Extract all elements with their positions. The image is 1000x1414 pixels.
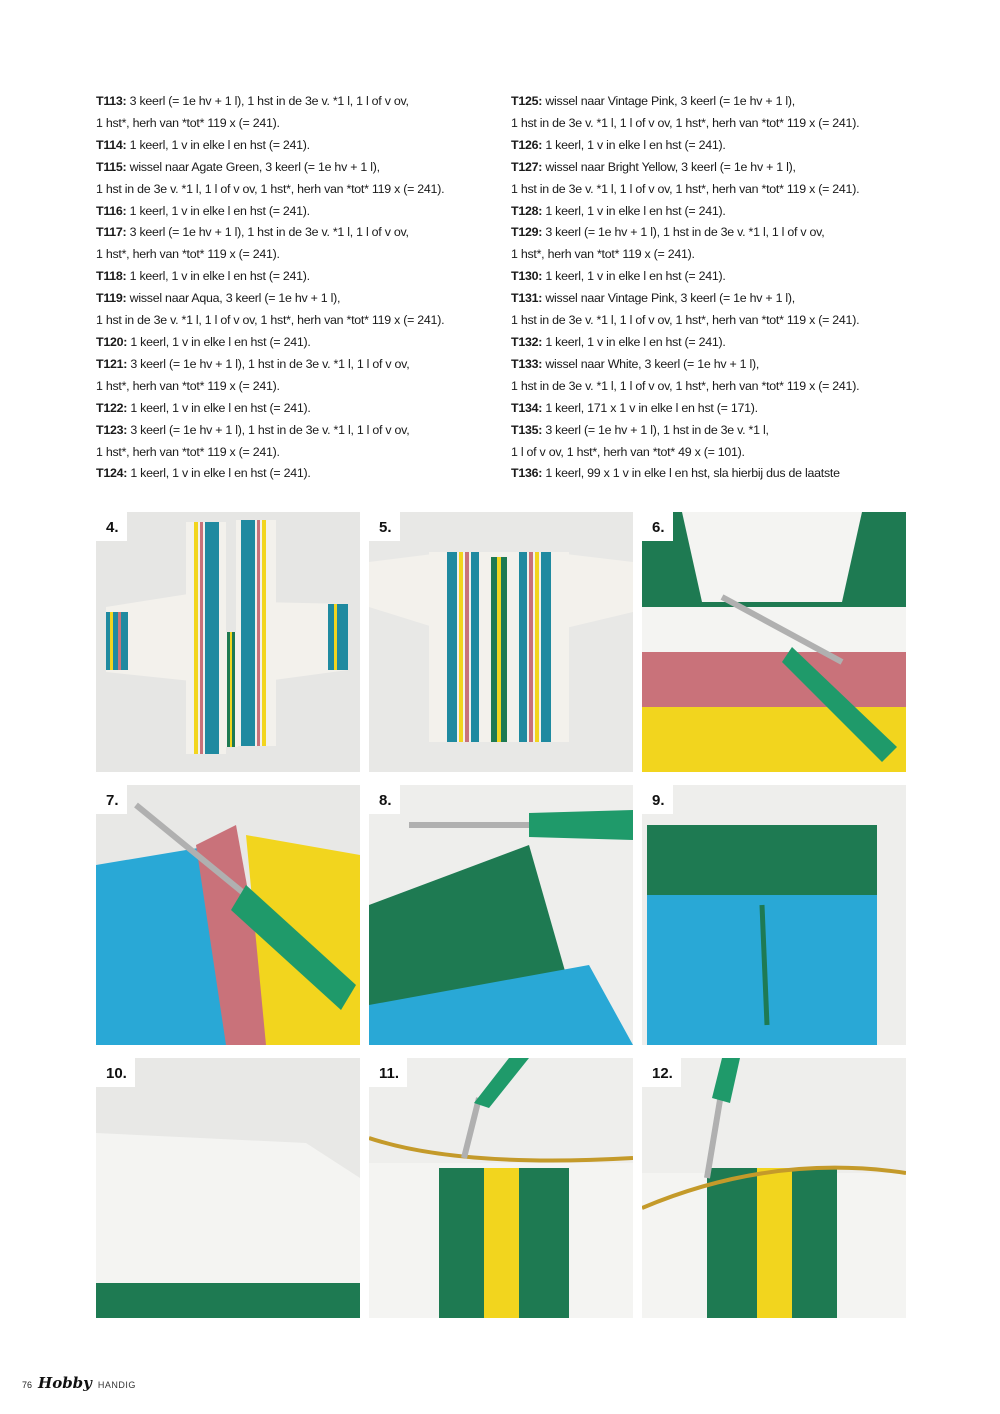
instruction-line: 1 l of v ov, 1 hst*, herh van *tot* 49 x (= 101). [511, 444, 745, 459]
instruction-line: T132: 1 keerl, 1 v in elke l en hst (= 241). [511, 334, 726, 349]
photo-step-11 [369, 1058, 633, 1318]
step-number: 8. [369, 785, 400, 814]
instruction-line: T118: 1 keerl, 1 v in elke l en hst (= 241). [96, 269, 310, 284]
instructions-left-column [96, 91, 506, 485]
photo-step-5 [369, 512, 633, 772]
instruction-line: T116: 1 keerl, 1 v in elke l en hst (= 241). [96, 203, 310, 218]
page-footer [22, 1374, 136, 1392]
step-number: 12. [642, 1058, 681, 1087]
instruction-line: 1 hst in de 3e v. *1 l, 1 l of v ov, 1 hst*, herh van *tot* 119 x (= 241). [511, 313, 860, 328]
instructions-right-column [511, 91, 921, 485]
instruction-line: T135: 3 keerl (= 1e hv + 1 l), 1 hst in de 3e v. *1 l, [511, 422, 769, 437]
magazine-logo: Hobby [38, 1374, 92, 1392]
instruction-line: T131: wissel naar Vintage Pink, 3 keerl (= 1e hv + 1 l), [511, 291, 795, 306]
instruction-line: T119: wissel naar Aqua, 3 keerl (= 1e hv + 1 l), [96, 291, 341, 306]
instruction-line: T134: 1 keerl, 171 x 1 v in elke l en hst (= 171). [511, 400, 758, 415]
photo-step-7 [96, 785, 360, 1045]
instruction-line: T130: 1 keerl, 1 v in elke l en hst (= 241). [511, 269, 726, 284]
photo-step-6 [642, 512, 906, 772]
crochet-closeup-image [642, 1058, 906, 1318]
instruction-line: 1 hst in de 3e v. *1 l, 1 l of v ov, 1 hst*, herh van *tot* 119 x (= 241). [96, 181, 445, 196]
crochet-closeup-image [96, 1058, 360, 1318]
instruction-line: 1 hst*, herh van *tot* 119 x (= 241). [96, 444, 280, 459]
instruction-line: T115: wissel naar Agate Green, 3 keerl (= 1e hv + 1 l), [96, 159, 380, 174]
instruction-line: 1 hst*, herh van *tot* 119 x (= 241). [96, 378, 280, 393]
instruction-line: T114: 1 keerl, 1 v in elke l en hst (= 241). [96, 137, 310, 152]
magazine-logo-sub: HANDIG [97, 1380, 136, 1390]
step-number: 10. [96, 1058, 135, 1087]
photo-step-10 [96, 1058, 360, 1318]
instruction-line: T117: 3 keerl (= 1e hv + 1 l), 1 hst in de 3e v. *1 l, 1 l of v ov, [96, 225, 409, 240]
assembled-cardigan-image [369, 512, 633, 772]
instruction-line: 1 hst in de 3e v. *1 l, 1 l of v ov, 1 hst*, herh van *tot* 119 x (= 241). [511, 378, 860, 393]
crochet-closeup-image [642, 785, 906, 1045]
instruction-line: T125: wissel naar Vintage Pink, 3 keerl (= 1e hv + 1 l), [511, 94, 795, 108]
step-number: 9. [642, 785, 673, 814]
photo-step-8 [369, 785, 633, 1045]
instruction-line: T113: 3 keerl (= 1e hv + 1 l), 1 hst in de 3e v. *1 l, 1 l of v ov, [96, 94, 409, 108]
instruction-line: T121: 3 keerl (= 1e hv + 1 l), 1 hst in de 3e v. *1 l, 1 l of v ov, [96, 356, 410, 371]
instruction-line: T133: wissel naar White, 3 keerl (= 1e hv + 1 l), [511, 356, 760, 371]
instruction-line: 1 hst in de 3e v. *1 l, 1 l of v ov, 1 hst*, herh van *tot* 119 x (= 241). [511, 115, 860, 130]
instruction-line: 1 hst*, herh van *tot* 119 x (= 241). [96, 115, 280, 130]
photo-step-9 [642, 785, 906, 1045]
crochet-closeup-image [369, 1058, 633, 1318]
instruction-line: T123: 3 keerl (= 1e hv + 1 l), 1 hst in de 3e v. *1 l, 1 l of v ov, [96, 422, 410, 437]
instruction-line: 1 hst*, herh van *tot* 119 x (= 241). [96, 247, 280, 262]
instruction-line: T126: 1 keerl, 1 v in elke l en hst (= 241). [511, 137, 726, 152]
step-number: 7. [96, 785, 127, 814]
photo-step-4 [96, 512, 360, 772]
crochet-closeup-image [369, 785, 633, 1045]
instruction-line: T124: 1 keerl, 1 v in elke l en hst (= 241). [96, 466, 311, 481]
instruction-line: 1 hst in de 3e v. *1 l, 1 l of v ov, 1 hst*, herh van *tot* 119 x (= 241). [96, 313, 445, 328]
garment-pieces-image [96, 512, 360, 772]
instruction-line: T128: 1 keerl, 1 v in elke l en hst (= 241). [511, 203, 726, 218]
page-number: 76 [22, 1380, 33, 1390]
step-number: 6. [642, 512, 673, 541]
step-number: 11. [369, 1058, 407, 1087]
instruction-line: T122: 1 keerl, 1 v in elke l en hst (= 241). [96, 400, 311, 415]
step-number: 5. [369, 512, 400, 541]
photo-step-12 [642, 1058, 906, 1318]
instruction-line: T127: wissel naar Bright Yellow, 3 keerl (= 1e hv + 1 l), [511, 159, 796, 174]
instruction-line: T129: 3 keerl (= 1e hv + 1 l), 1 hst in de 3e v. *1 l, 1 l of v ov, [511, 225, 825, 240]
instruction-line: 1 hst in de 3e v. *1 l, 1 l of v ov, 1 hst*, herh van *tot* 119 x (= 241). [511, 181, 860, 196]
crochet-closeup-image [642, 512, 906, 772]
instruction-line: T136: 1 keerl, 99 x 1 v in elke l en hst, sla hierbij dus de laatste [511, 466, 840, 481]
instruction-line: 1 hst*, herh van *tot* 119 x (= 241). [511, 247, 695, 262]
instruction-line: T120: 1 keerl, 1 v in elke l en hst (= 241). [96, 334, 311, 349]
step-number: 4. [96, 512, 127, 541]
crochet-closeup-image [96, 785, 360, 1045]
